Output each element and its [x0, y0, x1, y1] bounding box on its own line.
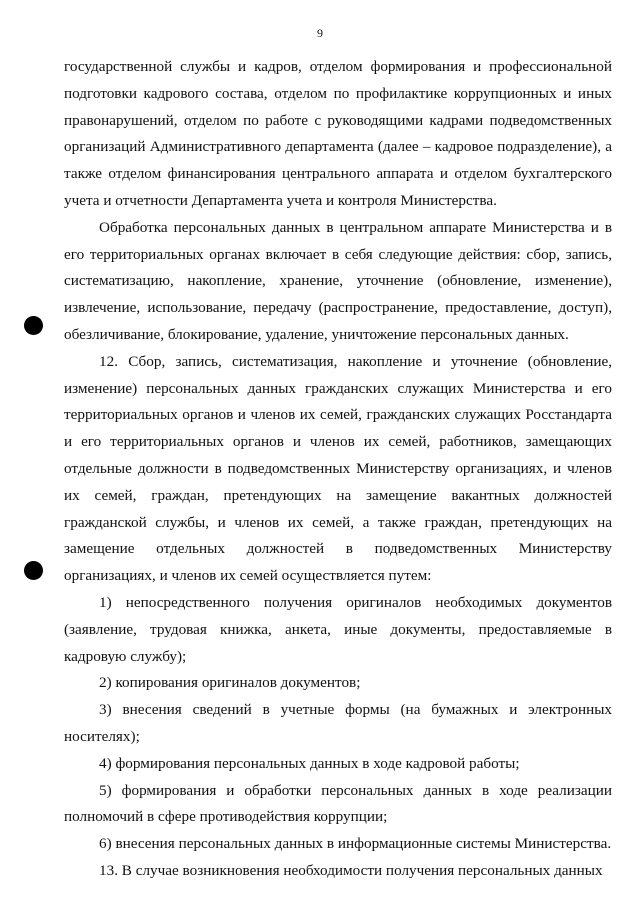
punch-hole-mark [24, 316, 43, 335]
paragraph-continuation: государственной службы и кадров, отделом формирования и профессиональной подготовки кадрового состава, отделом по профилактике коррупционных и иных правонарушений, отделом по работе с руководящими кадрами подведомственных организаций Административного департамента (далее – кадровое подразделение), а также отделом финансирования центрального аппарата и отделом бухгалтерского учета и отчетности Департамента учета и контроля Министерства. [64, 58, 612, 209]
list-item-4: 4) формирования персональных данных в ходе кадровой работы; [99, 754, 520, 772]
list-item-2: 2) копирования оригиналов документов; [99, 674, 361, 692]
list-item-1: 1) непосредственного получения оригиналов необходимых документов (заявление, трудовая книжка, анкета, иные документы, предоставляемые в кадровую службу); [64, 593, 612, 665]
paragraph-item-12: 12. Сбор, запись, систематизация, накопление и уточнение (обновление, изменение) персональных данных гражданских служащих Министерства и его территориальных органов и членов их семей, гражданских служащих Росстандарта и его территориальных органов и членов их семей, работников, замещающих отдельные должности в подведомственных Министерству организациях, и членов их семей, граждан, претендующих на замещение вакантных должностей гражданской службы, и членов их семей, а также граждан, претендующих на замещение отдельных должностей в подведомственных Министерству организациях, и членов их семей осуществляется путем: [64, 352, 612, 585]
list-item-3: 3) внесения сведений в учетные формы (на бумажных и электронных носителях); [64, 701, 612, 745]
punch-hole-mark [24, 561, 43, 580]
list-item-6: 6) внесения персональных данных в информационные системы Министерства. [99, 835, 612, 853]
paragraph-item-13: 13. В случае возникновения необходимости получения персональных данных [99, 861, 603, 879]
list-item-5: 5) формирования и обработки персональных данных в ходе реализации полномочий в сфере противодействия коррупции; [64, 781, 612, 826]
paragraph-processing-actions: Обработка персональных данных в центральном аппарате Министерства и в его территориальных органах включает в себя следующие действия: сбор, запись, систематизацию, накопление, хранение, уточнение (обновление, изменение), извлечение, использование, передачу (распространение, предоставление, доступ), обезличивание, блокирование, удаление, уничтожение персональных данных. [64, 218, 612, 343]
page-number: 9 [317, 26, 323, 40]
document-body [64, 54, 612, 885]
